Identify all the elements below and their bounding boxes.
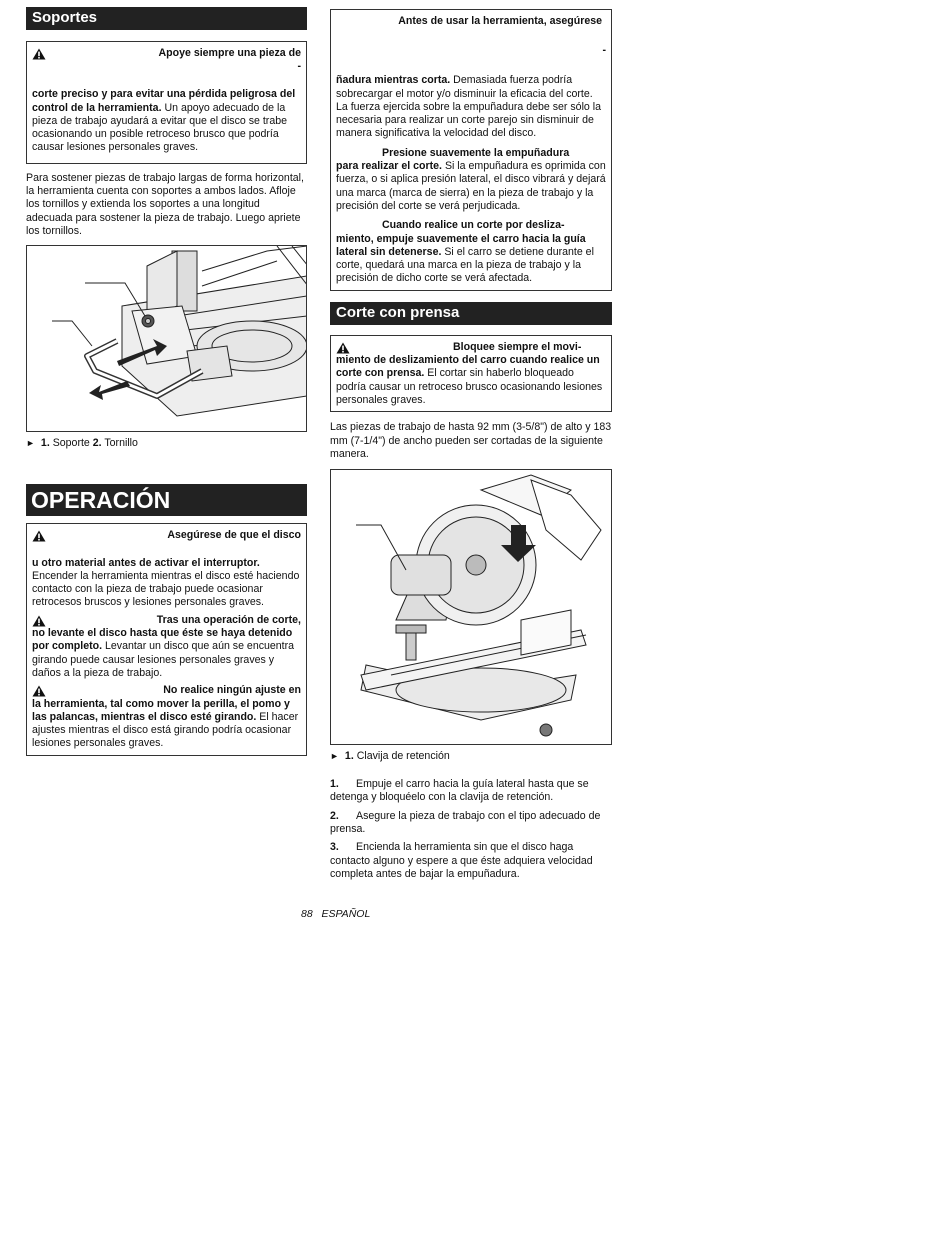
- warning-head: Bloquee siempre el movi-: [453, 340, 582, 353]
- figure-vise: [330, 469, 612, 745]
- warning-head-3: Cuando realice un corte por desliza-: [382, 219, 565, 232]
- page-footer: [301, 908, 370, 920]
- warning-box-prensa: [330, 335, 612, 412]
- step-text: Empuje el carro hacia la guía lateral hasta que se detenga y bloquéelo con la clavija de retención.: [330, 778, 589, 804]
- figure-caption-supports: [26, 437, 307, 450]
- warning-head-2: Presione suavemente la empuñadura: [382, 146, 570, 159]
- left-column: [26, 7, 307, 756]
- step-text: Encienda la herramienta sin que el disco haga contacto alguno y espere a que éste adquiera velocidad completa antes de bajar la empuñadura.: [330, 841, 593, 880]
- list-item: [330, 810, 612, 837]
- warning-triangle-icon: [32, 685, 46, 697]
- warning-text: Encender la herramienta mientras el disco esté haciendo contacto con la pieza de trabajo puede ocasionar retrocesos bruscos y lesiones personales graves.: [32, 569, 300, 609]
- warning-text-3: Si el carro se detiene durante el corte, quedará una marca en la pieza de trabajo y la precisión de dicho corte se verá afectada.: [336, 245, 594, 285]
- warning-head: Apoye siempre una pieza de: [158, 47, 301, 59]
- warning-head: Antes de usar la herramienta, asegúrese: [398, 15, 602, 27]
- list-item: [330, 841, 612, 881]
- soportes-paragraph: Para sostener piezas de trabajo largas de forma horizontal, la herramienta cuenta con soportes a ambos lados. Afloje los tornillos y extienda los soportes a una longitud adecuada para sostener la pieza de trabajo. Luego apriete los tornillos.: [26, 171, 304, 237]
- warning-text-2: Si la empuñadura es oprimida con fuerza, o si aplica presión lateral, el disco vibrará y dejará una marca (marca de sierra) en la pieza de trabajo y la precisión del corte se verá perjudicada.: [336, 160, 606, 212]
- page-number: 88: [301, 908, 313, 920]
- warning-text: Un apoyo adecuado de la pieza de trabajo ayudará a evitar que el disco se trabe ocasionando un posible retroceso brusco que podría causar lesiones personales graves.: [32, 101, 288, 154]
- warning-box-soportes: [26, 41, 307, 164]
- caption-num-1: 1.: [344, 750, 354, 763]
- caption-text-1: Clavija de retención: [353, 750, 450, 763]
- prensa-paragraph: Las piezas de trabajo de hasta 92 mm (3-5/8") de alto y 183 mm (7-1/4") de ancho pueden ser cortadas de la siguiente manera.: [330, 421, 612, 460]
- caption-arrow-icon: ►: [330, 751, 339, 762]
- caption-arrow-icon: ►: [26, 438, 35, 449]
- warning-dash: -: [602, 44, 606, 57]
- warning-triangle-icon: [32, 48, 46, 60]
- warning-bold: u otro material antes de activar el interruptor.: [32, 556, 260, 569]
- warning-bold: la herramienta, tal como mover la perilla, el pomo y las palancas, mientras el disco esté girando.: [32, 697, 290, 723]
- supports-illustration: [27, 246, 307, 431]
- warning-box-usage: [330, 9, 612, 291]
- warning-triangle-icon: [32, 530, 46, 542]
- step-text: Asegure la pieza de trabajo con el tipo adecuado de prensa.: [330, 809, 601, 836]
- warning-dash: -: [297, 60, 301, 73]
- figure-supports: [26, 245, 307, 432]
- step-number: 2.: [330, 809, 339, 822]
- warning-text: El cortar sin haberlo bloqueado podría causar un retroceso brusco ocasionando lesiones personales graves.: [336, 367, 603, 406]
- warning-text: Levantar un disco que aún se encuentra girando puede causar lesiones personales graves y daños a la pieza de trabajo.: [32, 640, 295, 679]
- section-title-operacion: OPERACIÓN: [26, 484, 307, 516]
- warning-head: No realice ningún ajuste en: [163, 684, 301, 697]
- warning-head: Asegúrese de que el disco: [167, 529, 301, 542]
- warning-triangle-icon: [32, 615, 46, 627]
- warning-bold-2: para realizar el corte.: [336, 160, 442, 173]
- caption-text-1: Soporte: [49, 437, 93, 450]
- step-number: 3.: [330, 841, 339, 854]
- warning-box-operacion: [26, 523, 307, 755]
- steps-list: [330, 778, 612, 881]
- warning-bold: no levante el disco hasta que éste se haya detenido por completo.: [32, 627, 293, 653]
- figure-caption-vise: [330, 750, 612, 763]
- section-title-soportes: Soportes: [26, 7, 307, 30]
- list-item: [330, 778, 612, 805]
- caption-num-2: 2.: [92, 437, 102, 450]
- caption-num-1: 1.: [40, 437, 50, 450]
- section-title-corte-con-prensa: Corte con prensa: [330, 302, 612, 325]
- step-number: 1.: [330, 778, 339, 791]
- warning-bold: corte preciso y para evitar una pérdida peligrosa del control de la herramienta.: [32, 88, 296, 114]
- warning-text: Demasiada fuerza podría sobrecargar el motor y/o disminuir la eficacia del corte. La fuerza ejercida sobre la empuñadura debe ser sólo la necesaria para realizar un corte parejo sin disminuir de manera significativa la velocidad del disco.: [336, 74, 602, 140]
- footer-language: ESPAÑOL: [321, 908, 371, 920]
- warning-bold-3: miento, empuje suavemente el carro hacia la guía lateral sin detenerse.: [336, 232, 586, 258]
- warning-head: Tras una operación de corte,: [156, 613, 301, 626]
- caption-text-2: Tornillo: [101, 437, 138, 450]
- vise-illustration: [331, 470, 612, 744]
- right-column: [330, 9, 612, 886]
- warning-bold: miento de deslizamiento del carro cuando realice un corte con prensa.: [336, 354, 600, 380]
- warning-text: El hacer ajustes mientras el disco está girando podría ocasionar lesiones personales graves.: [32, 710, 299, 750]
- warning-triangle-icon: [336, 342, 350, 354]
- warning-bold: ñadura mientras corta.: [336, 74, 451, 87]
